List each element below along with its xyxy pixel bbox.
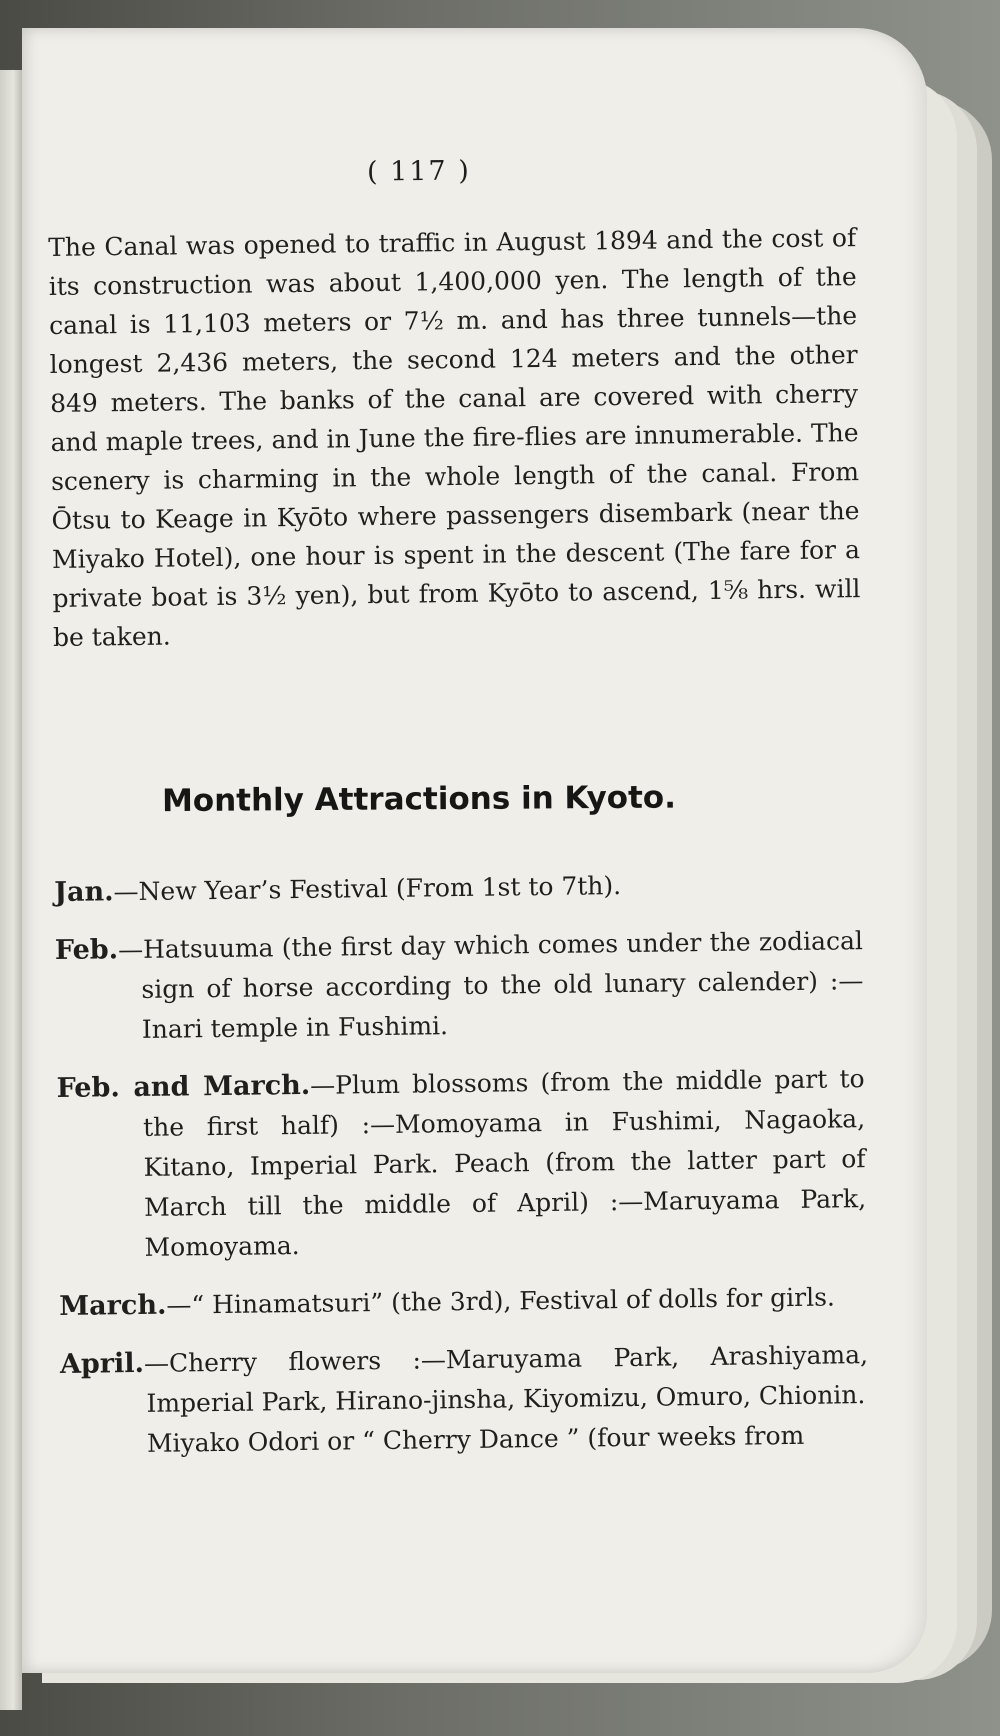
entry-month: Feb. — [54, 934, 119, 966]
entry-text: —Cherry flowers :—Maruyama Park, Arashiyama, Imperial Park, Hirano-jinsha, Kiyomizu, Omuro, Chionin. — [143, 1340, 869, 1418]
entry-text: —“ Hinamatsuri” (the 3rd), Festival of dolls for girls. — [166, 1282, 836, 1320]
section-heading: Monthly Attractions in Kyoto. — [161, 779, 677, 820]
entry-month: April. — [59, 1347, 145, 1380]
entry-month: Jan. — [54, 876, 114, 908]
entry-month: March. — [59, 1289, 167, 1322]
list-item — [54, 863, 862, 913]
entry-text: —New Year’s Festival (From 1st to 7th). — [113, 871, 622, 907]
canal-paragraph: The Canal was opened to traffic in August 1894 and the cost of its construction was about 1,400,000 yen. The length of the canal is 11,103 meters or 7½ m. and has three tunnels—the longest 2,436 meters, the second 124 meters and the other 849 meters. The banks of the canal are covered with cherry and maple trees, and in June the fire-flies are innumerable. The scenery is charming in the whole length of the canal. From Ōtsu to Keage in Kyōto where passengers disembark (near the Miyako Hotel), one hour is spent in the descent (The fare for a private boat is 3½ yen), but from Kyōto to ascend, 1⅝ hrs. will be taken. — [48, 223, 861, 652]
continuation-line: Miyako Odori or “ Cherry Dance ” (four weeks from — [146, 1420, 805, 1458]
page-number: ( 117 ) — [366, 155, 471, 188]
monthly-attractions-list — [54, 863, 869, 1465]
entry-text: —Plum blossoms (from the middle part to the first half) :—Momoyama in Fushimi, Nagaoka, Kitano, Imperial Park. Peach (from the latter part of March till the middle of April) :—Maruyama Park, Momoyama. — [142, 1064, 867, 1262]
list-item — [59, 1277, 867, 1327]
entry-month: Feb. and March. — [56, 1069, 311, 1104]
list-item — [55, 921, 864, 1051]
previous-page-edge — [0, 70, 22, 1710]
list-item — [56, 1059, 866, 1269]
book-page — [22, 28, 927, 1673]
list-item — [60, 1335, 869, 1425]
entry-text: —Hatsuuma (the first day which comes under the zodiacal sign of horse according to the old lunary calender) :—Inari temple in Fushimi. — [117, 926, 864, 1044]
